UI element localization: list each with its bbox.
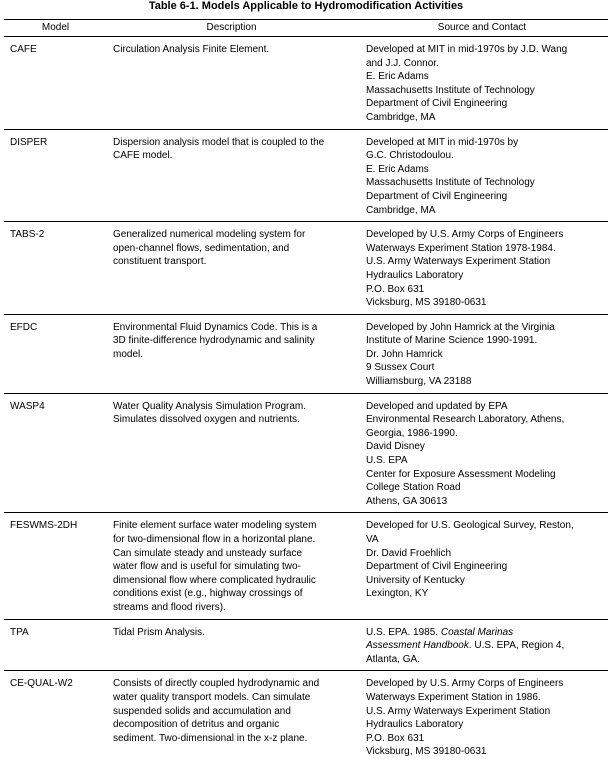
description-line: Simulates dissolved oxygen and nutrients.: [113, 414, 300, 426]
source-line: Vicksburg, MS 39180-0631: [366, 746, 487, 758]
source-line: Cambridge, MA: [366, 111, 436, 123]
models-table: [4, 19, 608, 763]
source-line: Vicksburg, MS 39180-0631: [366, 297, 487, 309]
description-line: Dispersion analysis model that is coupled to the: [113, 136, 325, 148]
description-line: constituent transport.: [113, 256, 207, 268]
source-line: U.S. Army Waterways Experiment Station: [366, 705, 551, 717]
citation-title-italic: Coastal Marinas: [440, 626, 514, 638]
description-line: sediment. Two-dimensional in the x-z plane.: [113, 732, 308, 744]
source-contact-cell: [356, 314, 608, 393]
description-cell: [107, 671, 356, 763]
table-row: [4, 222, 608, 315]
description-line: dimensional flow where complicated hydraulic: [113, 574, 316, 586]
description-line: suspended solids and accumulation and: [113, 705, 291, 717]
description-line: Generalized numerical modeling system for: [113, 229, 306, 241]
source-line: Massachusetts Institute of Technology: [366, 177, 535, 189]
source-line: Hydraulics Laboratory: [366, 719, 464, 731]
source-line: Athens, GA 30613: [366, 495, 448, 507]
source-contact-cell: [356, 37, 608, 130]
table-row: [4, 129, 608, 222]
header-source-contact: Source and Contact: [356, 20, 608, 37]
source-line: David Disney: [366, 441, 425, 453]
table-row: [4, 513, 608, 619]
model-name-cell: CAFE: [4, 37, 107, 130]
table-row: [4, 393, 608, 513]
description-line: 3D finite-difference hydrodynamic and salinity: [113, 335, 315, 347]
table-row: [4, 314, 608, 393]
source-line: Williamsburg, VA 23188: [366, 376, 472, 388]
model-name-cell: CE-QUAL-W2: [10, 678, 73, 690]
source-line: Dr. John Hamrick: [366, 348, 443, 360]
description-line: water quality transport models. Can simulate: [113, 691, 311, 703]
citation-text: U.S. EPA. 1985.: [366, 626, 441, 638]
description-cell: [107, 314, 356, 393]
citation-text: . U.S. EPA, Region 4,: [468, 640, 565, 652]
model-name-cell: EFDC: [4, 314, 107, 393]
source-line: Developed for U.S. Geological Survey, Reston,: [366, 520, 574, 532]
source-line: Department of Civil Engineering: [366, 190, 508, 202]
description-cell: [107, 619, 356, 671]
table-body: [4, 37, 608, 763]
table-row: [4, 619, 608, 671]
description-line: for two-dimensional flow in a horizontal plane.: [113, 534, 316, 545]
source-contact-cell: [356, 129, 608, 222]
source-line: and J.J. Connor.: [366, 57, 439, 69]
description-cell: [107, 37, 356, 130]
source-contact-cell: [356, 671, 608, 763]
source-line: Department of Civil Engineering: [366, 98, 508, 110]
table-header-row: [4, 20, 608, 37]
source-line: Dr. David Froehlich: [366, 547, 452, 559]
table-title: Table 6-1. Models Applicable to Hydromodification Activities: [148, 0, 464, 12]
description-line: Finite element surface water modeling system: [113, 520, 317, 532]
citation-line: [366, 626, 604, 640]
source-line: Developed at MIT in mid-1970s by J.D. Wang: [366, 44, 568, 55]
source-line: E. Eric Adams: [366, 163, 429, 175]
source-contact-cell: [356, 619, 608, 671]
source-line: U.S. EPA: [366, 455, 408, 467]
source-line: P.O. Box 631: [366, 283, 425, 295]
source-line: VA: [366, 534, 379, 545]
model-name-cell: DISPER: [4, 129, 107, 222]
source-line: Hydraulics Laboratory: [366, 269, 464, 281]
source-contact-cell: [356, 222, 608, 315]
header-description: Description: [107, 20, 356, 37]
citation-line: Atlanta, GA.: [366, 653, 420, 665]
source-line: Waterways Experiment Station 1978-1984.: [366, 242, 556, 254]
description-line: Circulation Analysis Finite Element.: [113, 44, 270, 55]
source-line: Center for Exposure Assessment Modeling: [366, 468, 556, 480]
model-name-cell: TPA: [4, 619, 107, 671]
description-line: conditions exist (e.g., highway crossings of: [113, 588, 303, 600]
source-line: Developed by U.S. Army Corps of Engineers: [366, 229, 564, 241]
citation-line: [366, 639, 604, 653]
table-row: [4, 37, 608, 130]
source-line: Environmental Research Laboratory, Athens,: [366, 414, 565, 426]
model-name-cell: TABS-2: [4, 222, 107, 315]
source-line: Developed by U.S. Army Corps of Engineers: [366, 678, 564, 690]
source-line: Cambridge, MA: [366, 204, 436, 216]
description-line: Water Quality Analysis Simulation Program.: [113, 400, 307, 412]
citation-title-italic: Assessment Handbook: [366, 640, 469, 652]
source-line: U.S. Army Waterways Experiment Station: [366, 256, 551, 268]
description-line: decomposition of detritus and organic: [113, 719, 280, 731]
source-line: Institute of Marine Science 1990-1991.: [366, 335, 538, 347]
description-line: water flow and is useful for simulating two-: [113, 561, 301, 573]
source-line: Massachusetts Institute of Technology: [366, 84, 535, 96]
description-line: Environmental Fluid Dynamics Code. This is a: [113, 321, 318, 333]
source-line: University of Kentucky: [366, 574, 465, 586]
source-line: Department of Civil Engineering: [366, 561, 508, 573]
source-contact-cell: [356, 393, 608, 513]
description-line: Can simulate steady and unsteady surface: [113, 547, 302, 559]
description-cell: [107, 222, 356, 315]
description-cell: [107, 513, 356, 619]
source-line: Waterways Experiment Station in 1986.: [366, 691, 541, 703]
description-line: streams and flood rivers).: [113, 601, 226, 613]
description-line: model.: [113, 348, 144, 360]
description-line: Consists of directly coupled hydrodynamic and: [113, 678, 320, 690]
source-line: Developed at MIT in mid-1970s by: [366, 136, 519, 148]
source-line: 9 Sussex Court: [366, 362, 435, 374]
source-line: Developed by John Hamrick at the Virginia: [366, 321, 555, 333]
source-line: E. Eric Adams: [366, 71, 429, 83]
source-line: Lexington, KY: [366, 588, 429, 600]
source-line: College Station Road: [366, 482, 461, 494]
description-line: open-channel flows, sedimentation, and: [113, 242, 290, 254]
source-line: G.C. Christodoulou.: [366, 150, 454, 162]
source-line: P.O. Box 631: [366, 732, 425, 744]
model-name-cell: FESWMS-2DH: [4, 513, 107, 619]
description-line: CAFE model.: [113, 150, 173, 162]
description-cell: [107, 129, 356, 222]
description-line: Tidal Prism Analysis.: [113, 626, 205, 638]
model-name-cell: WASP4: [4, 393, 107, 513]
source-line: Georgia, 1986-1990.: [366, 427, 458, 439]
description-cell: [107, 393, 356, 513]
source-contact-cell: [356, 513, 608, 619]
table-row: [4, 671, 608, 763]
source-line: Developed and updated by EPA: [366, 400, 508, 412]
header-model: Model: [4, 20, 107, 37]
